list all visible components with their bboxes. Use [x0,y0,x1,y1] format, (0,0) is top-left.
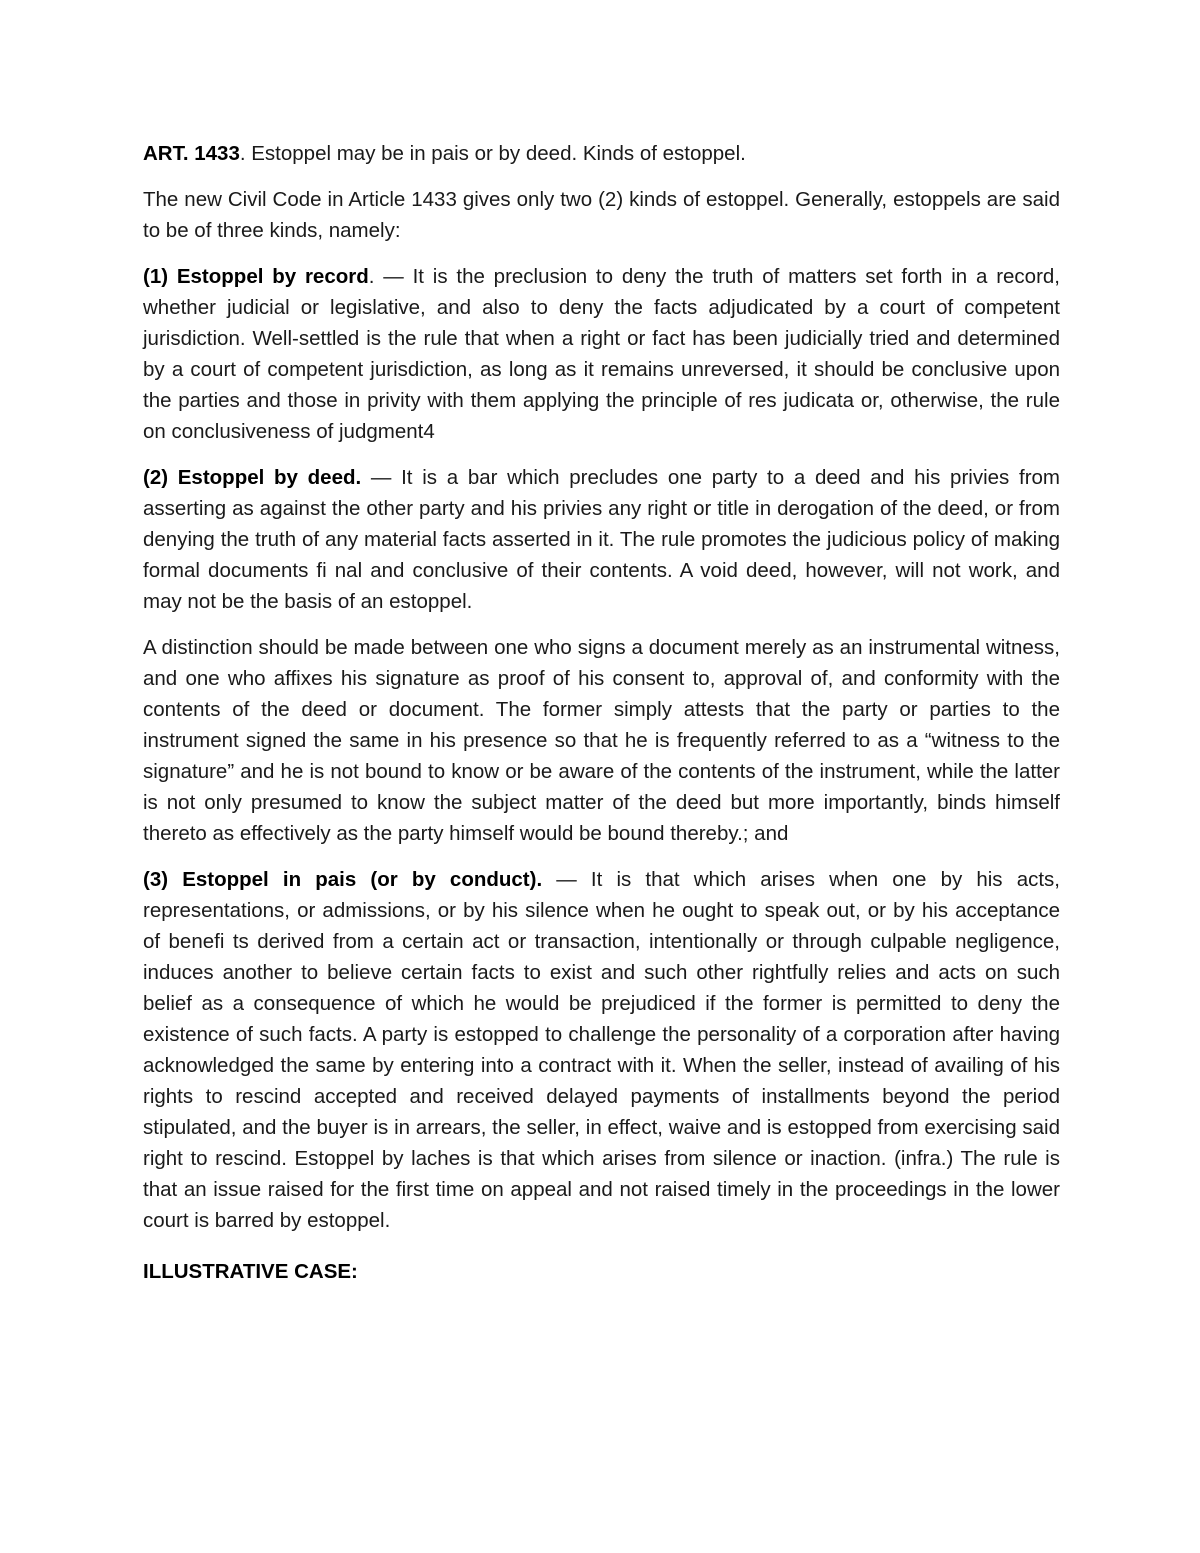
kind-2-label: (2) Estoppel by deed. [143,466,362,489]
kind-1-paragraph [143,261,1060,447]
kind-3-text: — It is that which arises when one by his acts, representations, or admissions, or by his silence when he ought to speak out, or by his acceptance of benefi ts derived from a certain act or transaction, intentionally or through culpable negligence, induces another to believe certain facts to exist and such other rightfully relies and acts on such belief as a consequence of which he would be prejudiced if the former is permitted to deny the existence of such facts. A party is estopped to challenge the personality of a corporation after having acknowledged the same by entering into a contract with it. When the seller, instead of availing of his rights to rescind accepted and received delayed payments of installments beyond the period stipulated, and the buyer is in arrears, the seller, in effect, waive and is estopped from exercising said right to rescind. Estoppel by laches is that which arises from silence or inaction. (infra.) The rule is that an issue raised for the first time on appeal and not raised timely in the proceedings in the lower court is barred by estoppel. [143,868,1060,1232]
illustrative-case-heading: ILLUSTRATIVE CASE: [143,1260,358,1283]
article-line [143,138,1060,169]
article-title: . Estoppel may be in pais or by deed. Kinds of estoppel. [239,142,746,165]
distinction-paragraph: A distinction should be made between one who signs a document merely as an instrumental witness, and one who affixes his signature as proof of his consent to, approval of, and conformity with the contents of the deed or document. The former simply attests that the party or parties to the instrument signed the same in his presence so that he is frequently referred to as a “witness to the signature” and he is not bound to know or be aware of the contents of the instrument, while the latter is not only presumed to know the subject matter of the deed but more importantly, binds himself thereto as effectively as the party himself would be bound thereby.; and [143,636,1060,845]
kind-3-paragraph [143,864,1060,1236]
kind-1-label: (1) Estoppel by record [143,265,369,288]
article-label: ART. 1433 [143,142,240,165]
kind-3-label: (3) Estoppel in pais (or by conduct). [143,868,543,891]
kind-1-text: . — It is the preclusion to deny the truth of matters set forth in a record, whether judicial or legislative, and also to deny the facts adjudicated by a court of competent jurisdiction. Well-settled is the rule that when a right or fact has been judicially tried and determined by a court of competent jurisdiction, as long as it remains unreversed, it should be conclusive upon the parties and those in privity with them applying the principle of res judicata or, otherwise, the rule on conclusiveness of judgment4 [143,265,1060,443]
kind-2-text: — It is a bar which precludes one party to a deed and his privies from asserting as against the other party and his privies any right or title in derogation of the deed, or from denying the truth of any material facts asserted in it. The rule promotes the judicious policy of making formal documents fi nal and conclusive of their contents. A void deed, however, will not work, and may not be the basis of an estoppel. [143,466,1061,613]
document-page [143,138,1060,1302]
kind-2-paragraph [143,462,1060,617]
intro-paragraph: The new Civil Code in Article 1433 gives only two (2) kinds of estoppel. Generally, estoppels are said to be of three kinds, namely: [143,188,1060,242]
